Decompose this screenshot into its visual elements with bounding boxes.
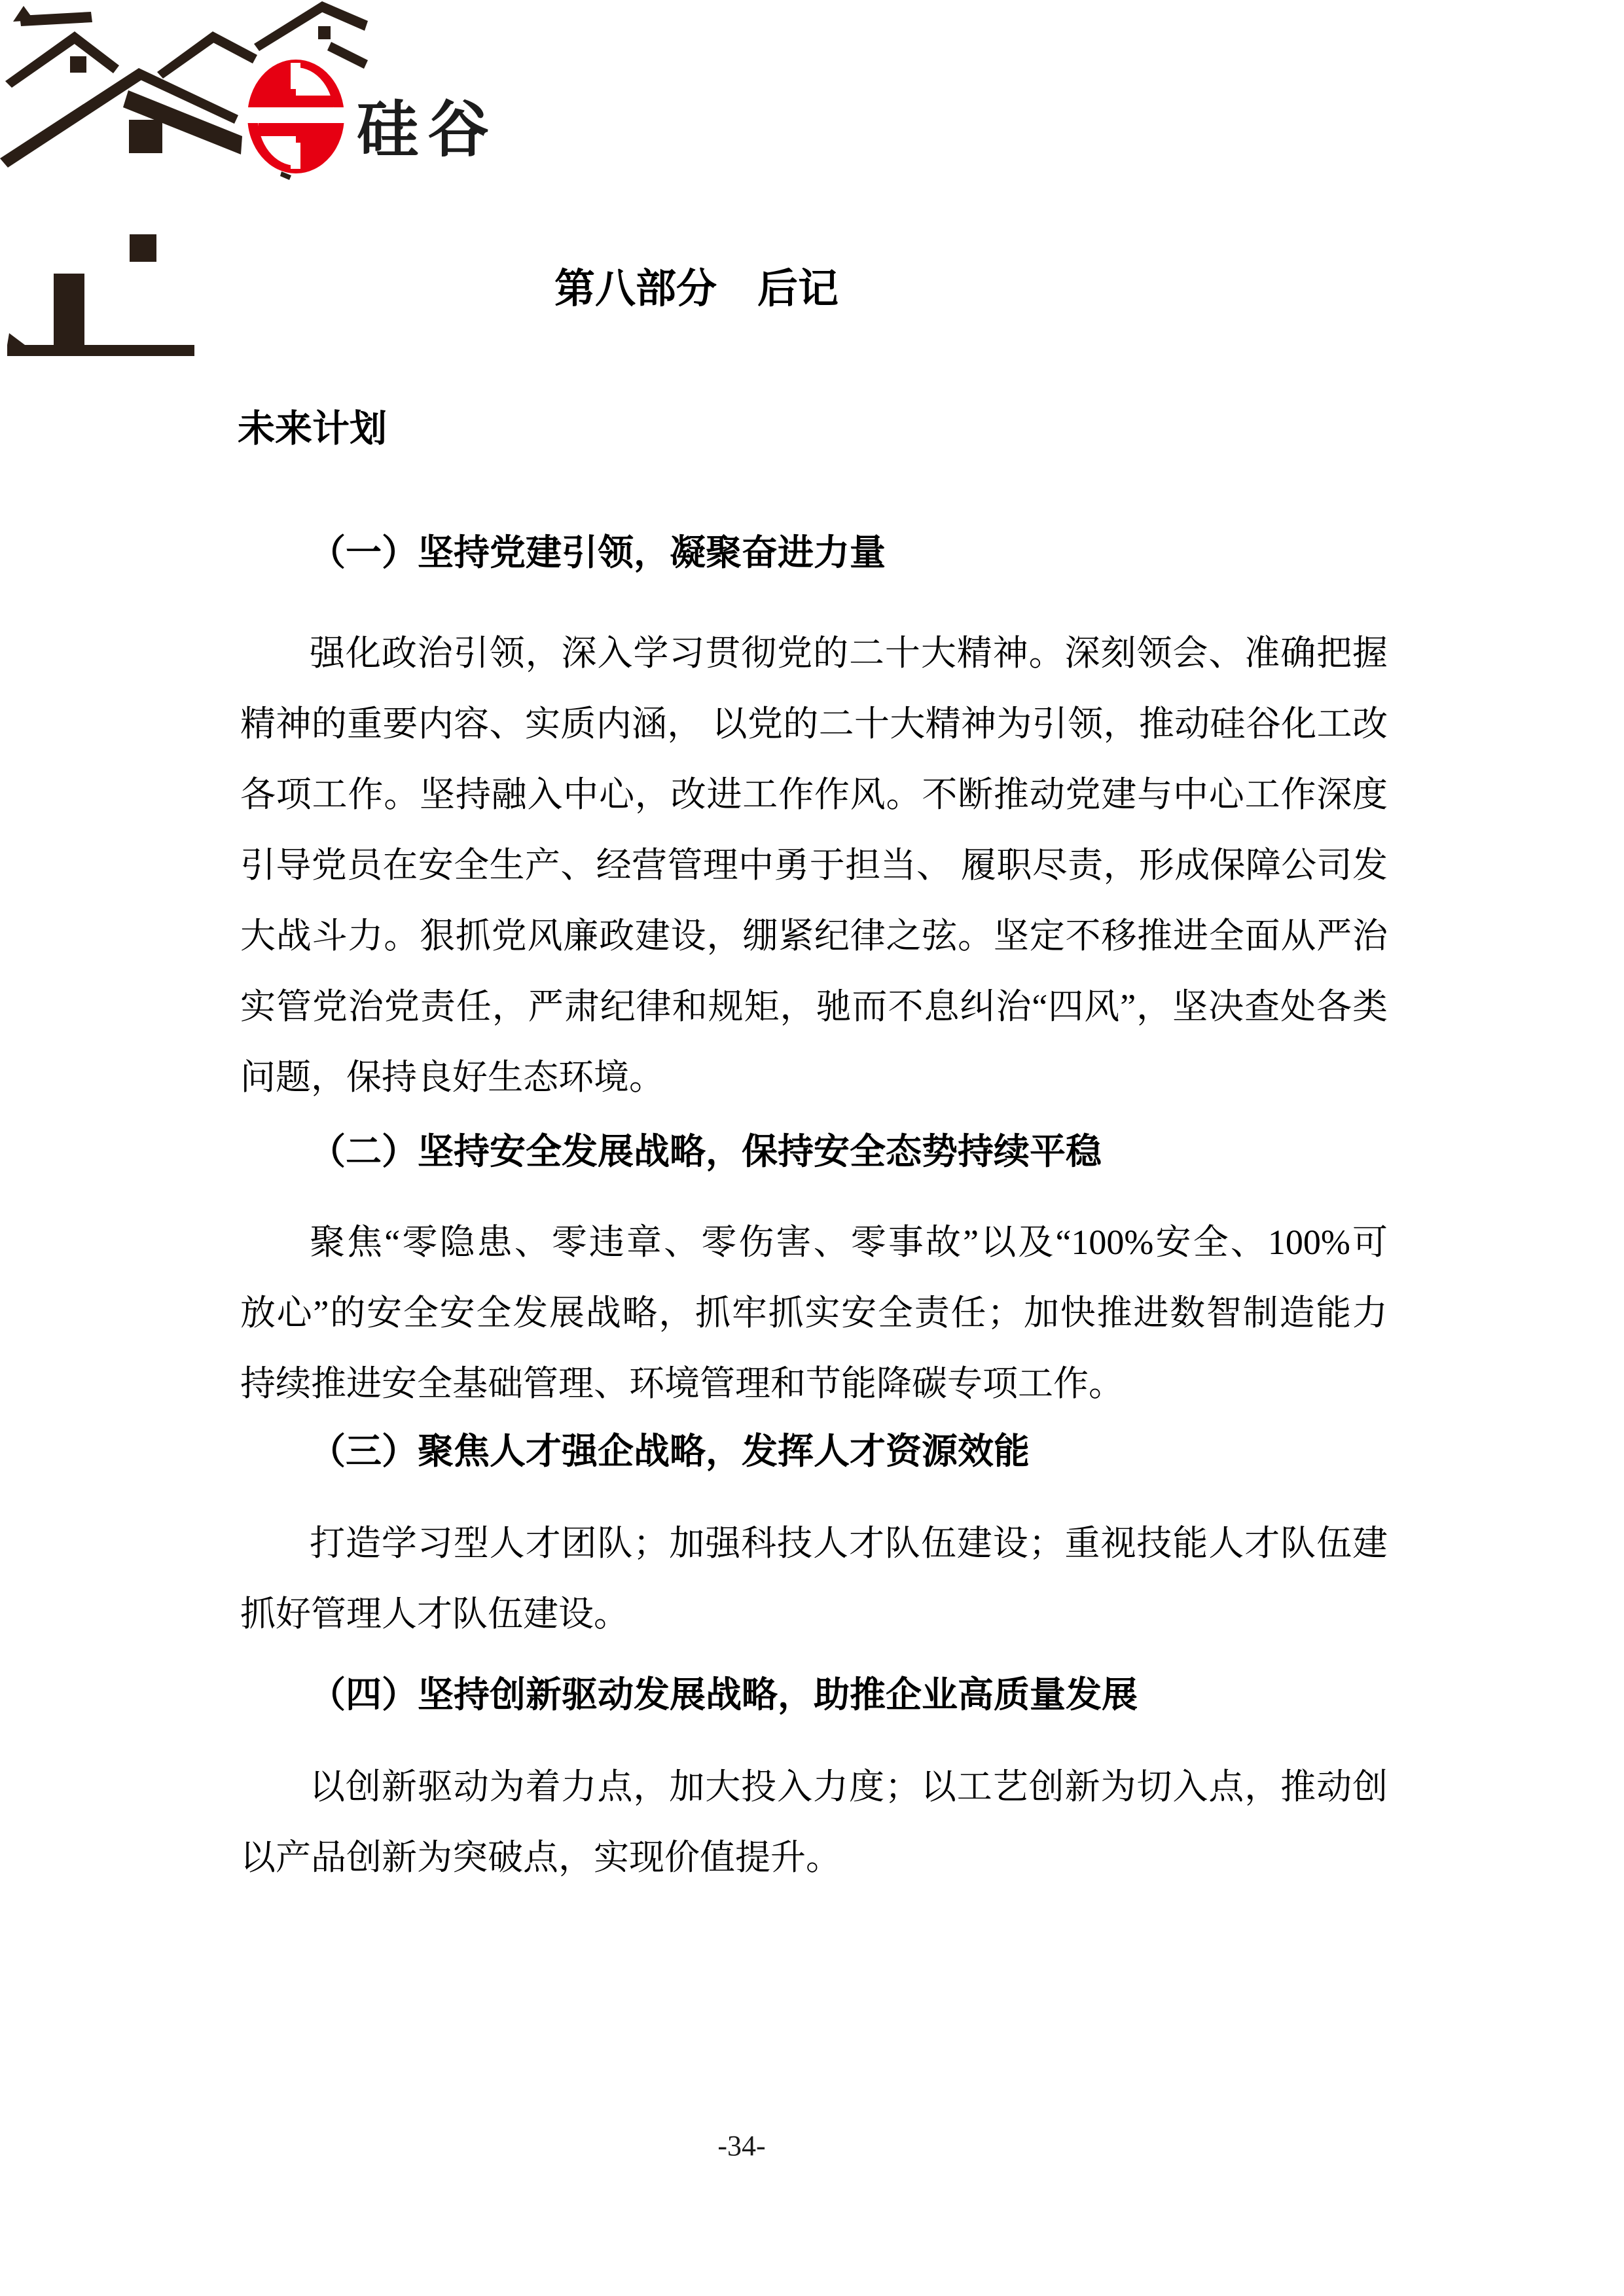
subsection-heading-1: （一）坚持党建引领，凝聚奋进力量	[310, 533, 886, 573]
body-line: 聚焦“零隐患、零违章、零伤害、零事故”以及“100%安全、100%可	[310, 1223, 1388, 1262]
paragraph-2	[240, 1207, 1388, 1419]
body-line: 抓好管理人才队伍建设。	[240, 1594, 629, 1634]
subsection-heading-3: （三）聚焦人才强企战略，发挥人才资源效能	[310, 1431, 1030, 1471]
body-line: 问题，保持良好生态环境。	[240, 1058, 664, 1097]
body-line: 放心”的安全安全发展战略，抓牢抓实安全责任；加快推进数智制造能力	[240, 1293, 1388, 1333]
body-line: 以创新驱动为着力点，加大投入力度；以工艺创新为切入点，推动创	[310, 1767, 1388, 1806]
subsection-heading-2: （二）坚持安全发展战略，保持安全态势持续平稳	[310, 1132, 1102, 1172]
body-line: 强化政治引领，深入学习贯彻党的二十大精神。深刻领会、准确把握	[310, 634, 1388, 673]
body-line: 以产品创新为突破点，实现价值提升。	[240, 1838, 841, 1877]
document-title: 第八部分 后记	[554, 266, 839, 312]
rooftops-pattern	[0, 1, 368, 356]
red-s-circle-emblem	[246, 60, 346, 173]
logo-brand-text: 硅谷	[357, 95, 499, 164]
body-line: 各项工作。坚持融入中心，改进工作作风。不断推动党建与中心工作深度	[240, 775, 1388, 814]
body-line: 引导党员在安全生产、经营管理中勇于担当、 履职尽责，形成保障公司发	[240, 846, 1388, 885]
body-line: 持续推进安全基础管理、环境管理和节能降碳专项工作。	[240, 1364, 1124, 1403]
paragraph-4	[240, 1751, 1388, 1893]
section-heading-future-plans: 未来计划	[238, 408, 387, 450]
paragraph-3	[240, 1508, 1388, 1649]
body-line: 大战斗力。狠抓党风廉政建设，绷紧纪律之弦。坚定不移推进全面从严治	[240, 916, 1388, 956]
body-line: 实管党治党责任，严肃纪律和规矩，驰而不息纠治“四风”，坚决查处各类	[240, 987, 1388, 1026]
body-line: 打造学习型人才团队；加强科技人才队伍建设；重视技能人才队伍建	[310, 1524, 1388, 1563]
page-number: -34-	[717, 2130, 766, 2162]
company-logo-graphic	[0, 0, 524, 367]
paragraph-1	[240, 618, 1388, 1113]
subsection-heading-4: （四）坚持创新驱动发展战略，助推企业高质量发展	[310, 1675, 1138, 1715]
body-line: 精神的重要内容、实质内涵， 以党的二十大精神为引领，推动硅谷化工改	[240, 704, 1388, 744]
